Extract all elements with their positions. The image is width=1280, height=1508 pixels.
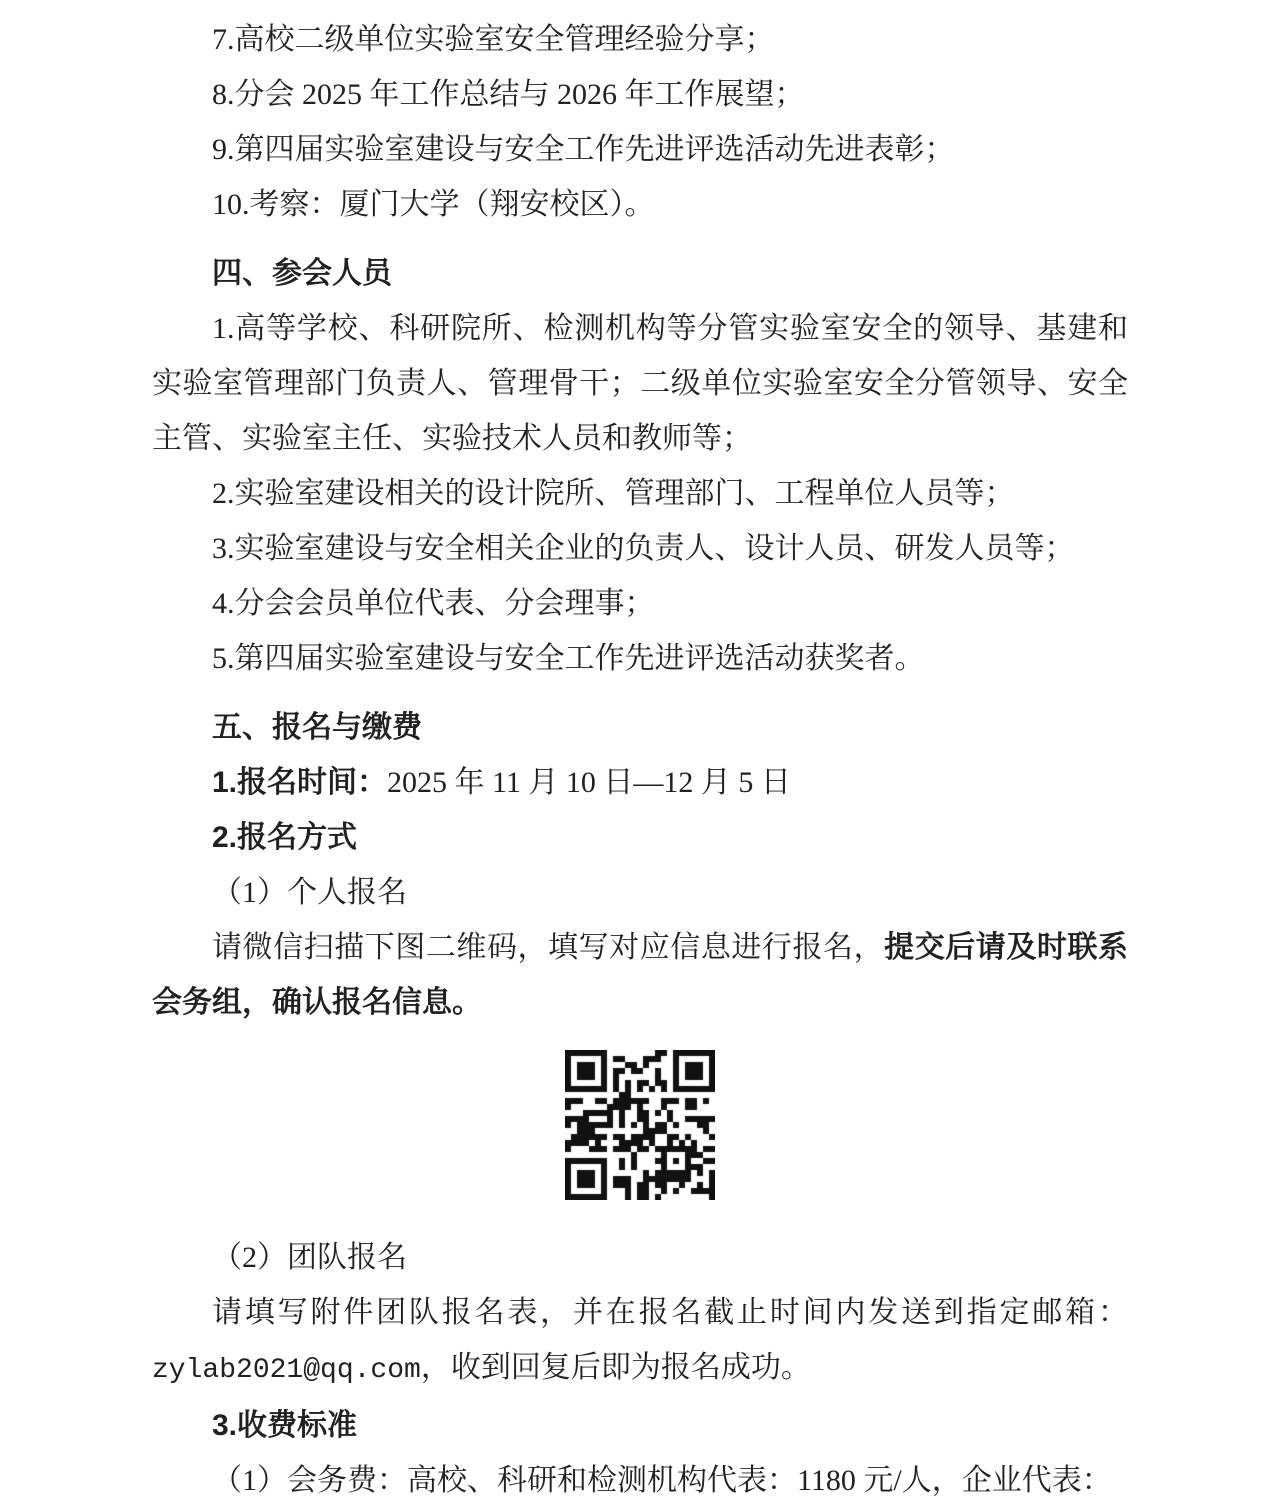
team-registration-heading: （2）团队报名 [212, 1241, 407, 1274]
agenda-item-10: 10.考察：厦门大学（翔安校区）。 [212, 188, 655, 221]
section4-item-5: 5.第四届实验室建设与安全工作先进评选活动获奖者。 [212, 642, 925, 675]
section5-heading: 五、报名与缴费 [212, 711, 422, 744]
qr-code-image [565, 1050, 715, 1200]
registration-time-value: 2025 年 11 月 10 日—12 月 5 日 [387, 766, 791, 799]
fee-item-1: （1）会务费：高校、科研和检测机构代表：1180 元/人，企业代表： [212, 1464, 1112, 1497]
registration-time-label: 1.报名时间： [212, 766, 388, 799]
section4-item-3: 3.实验室建设与安全相关企业的负责人、设计人员、研发人员等； [212, 532, 1075, 565]
agenda-item-9: 9.第四届实验室建设与安全工作先进评选活动先进表彰； [212, 133, 955, 166]
registration-method-heading: 2.报名方式 [212, 821, 358, 854]
individual-registration-text: 请微信扫描下图二维码，填写对应信息进行报名， [212, 931, 885, 964]
agenda-item-8: 8.分会 2025 年工作总结与 2026 年工作展望； [212, 78, 805, 111]
registration-email: zylab2021@qq.com [152, 1355, 421, 1386]
team-registration-text: 请填写附件团队报名表，并在报名截止时间内发送到指定邮箱： [212, 1296, 1128, 1329]
team-registration-paragraph [152, 1285, 1128, 1398]
agenda-item-7: 7.高校二级单位实验室安全管理经验分享； [212, 23, 775, 56]
individual-registration-paragraph [152, 920, 1128, 1030]
fee-standard-heading: 3.收费标准 [212, 1409, 358, 1442]
individual-registration-heading: （1）个人报名 [212, 876, 407, 909]
section4-heading: 四、参会人员 [212, 257, 392, 290]
team-registration-text-after: ，收到回复后即为报名成功。 [420, 1351, 811, 1384]
section4-item-4: 4.分会会员单位代表、分会理事； [212, 587, 655, 620]
qr-code-container [152, 1050, 1128, 1200]
individual-registration-notice: 提交后请及时联系会务组，确认报名信息。 [152, 931, 1129, 1019]
registration-time-line [152, 755, 1128, 810]
section4-item-1: 1.高等学校、科研院所、检测机构等分管实验室安全的领导、基建和实验室管理部门负责人、管理骨干；二级单位实验室安全分管领导、安全主管、实验室主任、实验技术人员和教师等； [152, 312, 1128, 455]
section4-item-2: 2.实验室建设相关的设计院所、管理部门、工程单位人员等； [212, 477, 1015, 510]
